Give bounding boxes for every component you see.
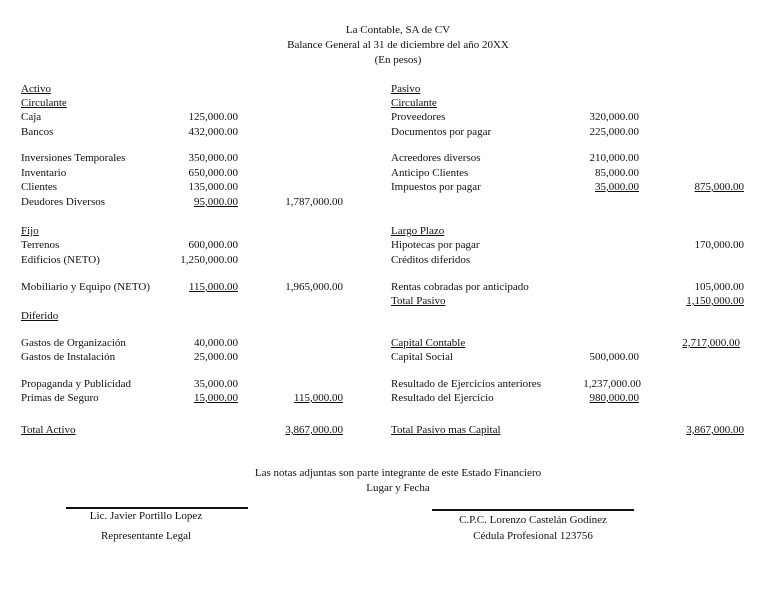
primas-label: Primas de Seguro [21, 392, 99, 404]
activo-circulante-total: 1,787,000.00 [285, 196, 343, 208]
mobiliario-label: Mobiliario y Equipo (NETO) [21, 281, 151, 293]
ejercicios-anteriores-label: Resultado de Ejercicios anteriores [391, 378, 541, 390]
propaganda-value: 35,000.00 [194, 378, 238, 390]
inventario-value: 650,000.00 [188, 167, 238, 179]
activo-diferido-heading: Diferido [21, 310, 59, 322]
propaganda-label: Propaganda y Publicidad [21, 378, 131, 390]
statement-title: Balance General al 31 de diciembre del año 20XX [287, 39, 509, 51]
caja-value: 125,000.00 [188, 111, 238, 123]
documentos-label: Documentos por pagar [391, 126, 492, 138]
left-signature-line [66, 507, 248, 509]
activo-circulante-heading: Circulante [21, 97, 67, 109]
instalacion-label: Gastos de Instalación [21, 351, 116, 363]
clientes-value: 135,000.00 [188, 181, 238, 193]
creditos-label: Créditos diferidos [391, 254, 471, 266]
company-name: La Contable, SA de CV [345, 24, 451, 36]
deudores-value: 95,000.00 [194, 196, 238, 208]
total-pasivo-value: 1,150,000.00 [686, 295, 744, 307]
hipotecas-label: Hipotecas por pagar [391, 239, 480, 251]
edificios-value: 1,250,000.00 [180, 254, 238, 266]
right-signature-line [432, 509, 634, 511]
total-activo-label: Total Activo [21, 424, 76, 436]
rentas-label: Rentas cobradas por anticipado [391, 281, 529, 293]
anticipo-label: Anticipo Clientes [391, 167, 469, 179]
activo-fijo-total: 1,965,000.00 [285, 281, 343, 293]
statement-units: (En pesos) [374, 54, 422, 66]
hipotecas-value: 170,000.00 [694, 239, 744, 251]
terrenos-value: 600,000.00 [188, 239, 238, 251]
resultado-ejercicio-label: Resultado del Ejercicio [391, 392, 494, 404]
footer-note: Las notas adjuntas son parte integrante de este Estado Financiero [254, 467, 542, 479]
inversiones-value: 350,000.00 [188, 152, 238, 164]
proveedores-value: 320,000.00 [589, 111, 639, 123]
pasivo-heading: Pasivo [391, 83, 421, 95]
acreedores-value: 210,000.00 [589, 152, 639, 164]
inversiones-label: Inversiones Temporales [21, 152, 126, 164]
proveedores-label: Proveedores [391, 111, 446, 123]
left-signer-role: Representante Legal [100, 530, 192, 542]
total-pasivo-capital-label: Total Pasivo mas Capital [391, 424, 501, 436]
terrenos-label: Terrenos [21, 239, 60, 251]
right-signer-name: C.P.C. Lorenzo Castelán Godínez [459, 514, 607, 526]
acreedores-label: Acreedores diversos [391, 152, 481, 164]
inventario-label: Inventario [21, 167, 67, 179]
documentos-value: 225,000.00 [589, 126, 639, 138]
impuestos-label: Impuestos por pagar [391, 181, 481, 193]
ejercicios-anteriores-value: 1,237,000.00 [583, 378, 641, 390]
capital-social-label: Capital Social [391, 351, 454, 363]
bancos-value: 432,000.00 [188, 126, 238, 138]
pasivo-circulante-heading: Circulante [391, 97, 437, 109]
resultado-ejercicio-value: 980,000.00 [589, 392, 639, 404]
deudores-label: Deudores Diversos [21, 196, 106, 208]
activo-heading: Activo [21, 83, 51, 95]
activo-fijo-heading: Fijo [21, 225, 39, 237]
left-signer-name: Lic. Javier Portillo Lopez [89, 510, 203, 522]
rentas-value: 105,000.00 [694, 281, 744, 293]
anticipo-value: 85,000.00 [595, 167, 639, 179]
clientes-label: Clientes [21, 181, 58, 193]
caja-label: Caja [21, 111, 42, 123]
place-date: Lugar y Fecha [366, 482, 430, 494]
impuestos-value: 35,000.00 [595, 181, 639, 193]
instalacion-value: 25,000.00 [194, 351, 238, 363]
capital-contable-heading: Capital Contable [391, 337, 466, 349]
right-signer-role: Cédula Profesional 123756 [473, 530, 593, 542]
bancos-label: Bancos [21, 126, 54, 138]
total-pasivo-capital-value: 3,867,000.00 [686, 424, 744, 436]
edificios-label: Edificios (NETO) [21, 254, 100, 266]
organizacion-label: Gastos de Organización [21, 337, 126, 349]
activo-diferido-total: 115,000.00 [293, 392, 343, 404]
total-activo-value: 3,867,000.00 [285, 424, 343, 436]
largo-plazo-heading: Largo Plazo [391, 225, 445, 237]
capital-social-value: 500,000.00 [589, 351, 639, 363]
pasivo-circulante-total: 875,000.00 [694, 181, 744, 193]
primas-value: 15,000.00 [194, 392, 238, 404]
mobiliario-value: 115,000.00 [188, 281, 238, 293]
capital-contable-value: 2,717,000.00 [682, 337, 740, 349]
organizacion-value: 40,000.00 [194, 337, 238, 349]
total-pasivo-label: Total Pasivo [391, 295, 446, 307]
